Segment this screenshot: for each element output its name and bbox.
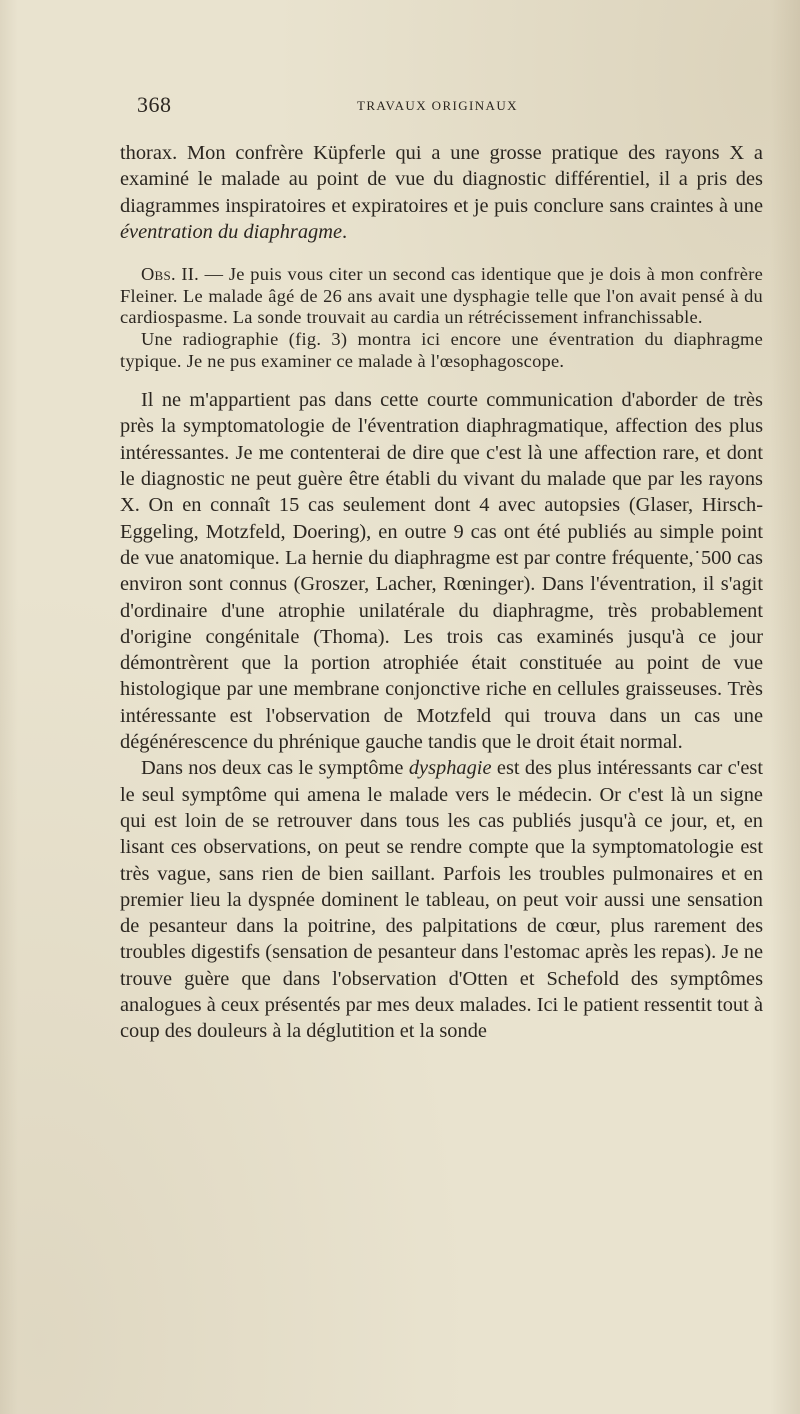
paragraph-text: . — [342, 220, 348, 243]
italic-term: éventration du diaphragme — [120, 220, 342, 243]
paragraph-radiographie — [120, 329, 763, 372]
paragraph-text: est des plus intéressants car c'est le seul symptôme qui amena le malade vers le médecin. Or c'est là un signe qui est loin de se retrouver dans tous les cas publiés jusqu'à ce jour, et, en lisant ces observations, on peut se rendre compte que la symptomatologie est très vague, sans rien de bien saillant. Parfois les troubles pulmonaires et en premier lieu la dyspnée dominent le tableau, on peut voir aussi une sensation de pesanteur dans la poitrine, des palpitations de cœur, plus rarement des troubles digestifs (sensation de pesanteur dans l'estomac après les repas). Je ne trouve guère que dans l'observation d'Otten et Schefold des symptômes analogues à ceux présentés par mes deux malades. Ici le patient ressentit tout à coup des douleurs à la déglutition et la sonde — [120, 757, 763, 1043]
italic-term: dysphagie — [408, 757, 492, 780]
paragraph-text: Une radiographie (fig. 3) montra ici encore une éventration du diaphragme typique. Je ne pus examiner ce malade à l'œsophagoscope. — [120, 328, 763, 371]
running-title: TRAVAUX ORIGINAUX — [357, 98, 518, 113]
paragraph-symptomatologie — [120, 387, 763, 755]
paragraph-text: thorax. Mon confrère Küpferle qui a une grosse pratique des rayons X a examiné le malade au point de vue du diagnostic différentiel, il a pris des diagrammes inspiratoires et expiratoires et je puis conclure sans craintes à une — [120, 142, 763, 217]
paragraph-observation-2 — [120, 264, 763, 329]
page-number: 368 — [137, 92, 172, 117]
paragraph-text: Il ne m'appartient pas dans cette courte communication d'aborder de très près la symptomatologie de l'éventration diaphragmatique, affection des plus intéressantes. Je me contenterai de dire que c'est là une affection rare, et dont le diagnostic ne peut guère être établi du vivant du malade que par les rayons X. On en connaît 15 cas seulement dont 4 avec autopsies (Glaser, Hirsch-Eggeling, Motzfeld, Doering), en outre 9 cas ont été publiés au simple point de vue anatomique. La hernie du diaphragme est par contre fréquente,˙500 cas environ sont connus (Groszer, Lacher, Rœninger). Dans l'éventration, il s'agit d'ordinaire d'une atrophie unilatérale du diaphragme, très probablement d'origine congénitale (Thoma). Les trois cas examinés jusqu'à ce jour démontrèrent que la portion atrophiée était constituée au point de vue histologique par une membrane conjonctive riche en cellules graisseuses. Très intéressante est l'observation de Motzfeld qui trouva dans un cas une dégénérescence du phrénique gauche tandis que le droit était normal. — [120, 389, 763, 754]
observation-label: Obs — [141, 264, 171, 285]
paragraph-dysphagie — [120, 755, 763, 1044]
paragraph-text: . II. — Je puis vous citer un second cas identique que je dois à mon confrère Fleiner. Le malade âgé de 26 ans avait une dysphagie telle que l'on avait pensé à du cardiospasme. La sonde trouvait au cardia un rétrécissement infranchissable. — [120, 264, 763, 328]
body-text — [120, 140, 763, 1045]
paragraph-thorax — [120, 140, 763, 245]
page-header — [137, 92, 763, 118]
paragraph-text: Dans nos deux cas le symptôme — [141, 757, 409, 780]
